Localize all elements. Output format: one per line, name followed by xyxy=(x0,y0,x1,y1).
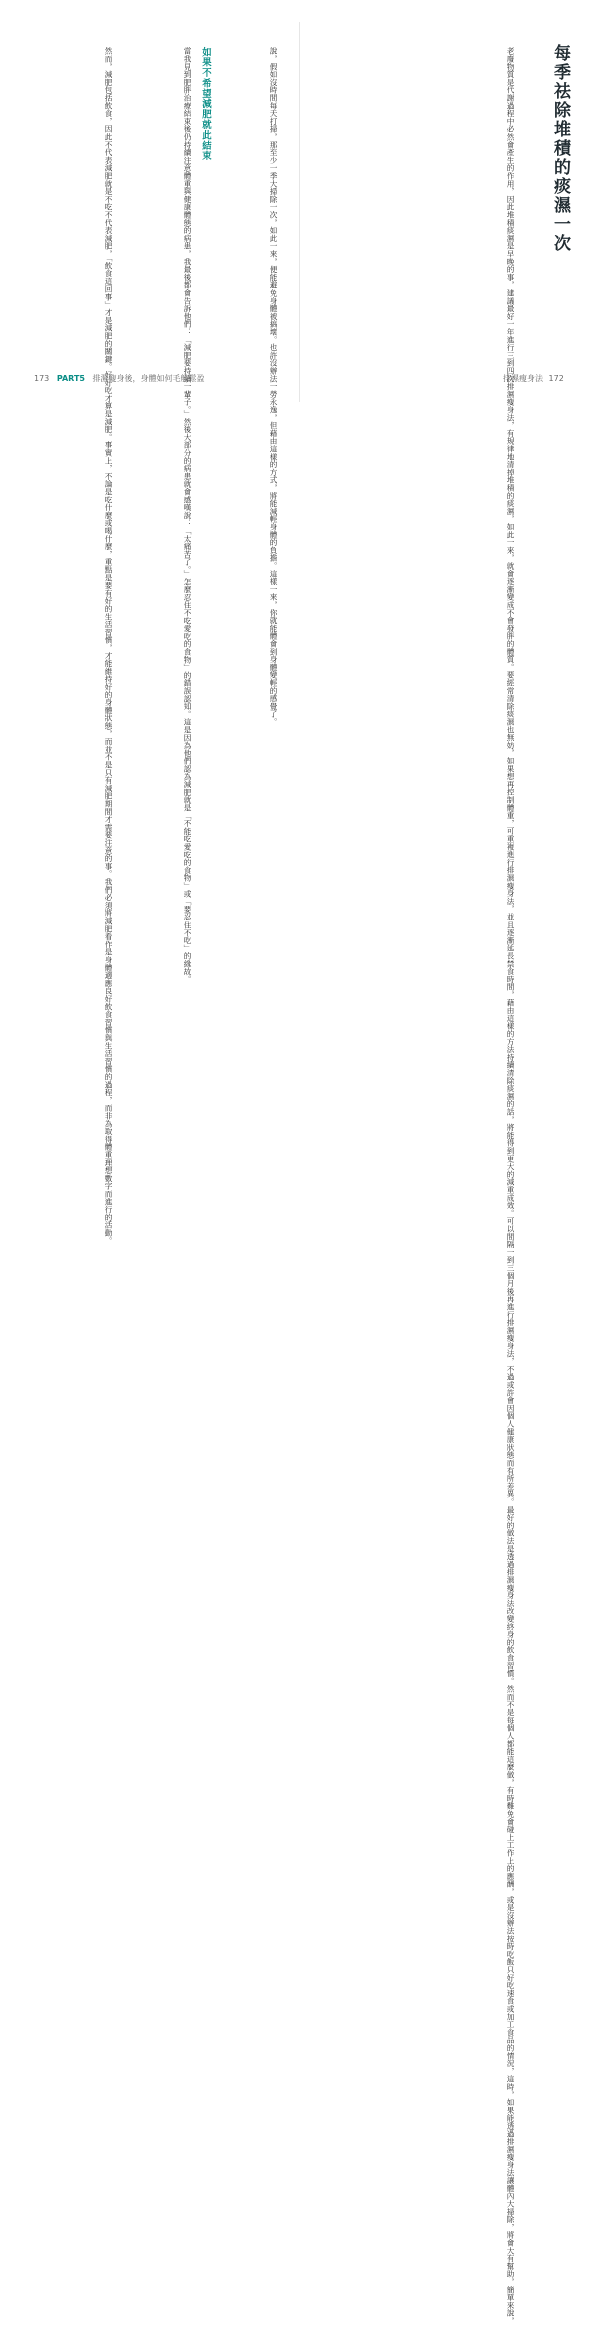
right-page-footer xyxy=(503,373,564,384)
section-subheading: 如果不希望減肥就此結束 xyxy=(200,47,211,162)
left-page-intro: 說，假如沒時間每天打掃，那至少一季大掃除一次，如此一來，便能避免身體被搞壞。也許沒辦法一勞永逸，但藉由這樣的方式，將能減輕身體的負擔。這樣一來，你就能體會到身體變輕的感覺了。 xyxy=(269,47,278,726)
left-page-body-2: 然而，減肥包括飲食，因此不代表減肥就是不吃不代表減肥，「飲食這回事」才是減肥的關鍵。好好吃才算是減肥。事實上，不論是吃什麼或喝什麼，重點是要有好的生活習慣，才能維持好的身體狀態，而並不是只有減肥期間才需要注意的事。我們必須將減肥看作是身體適應良好飲食習慣與生活習慣的過程，而非為取得體重理想數字而進行的活動。 xyxy=(104,47,113,1245)
left-page-body-1: 當我見到肥胖治療結束後仍持續注意體重與健康體態的病患，我最後都會告訴他們：「減肥要持續一輩子。」然後大部分的病患就會感嘆說：「太痛苦了。」怎麼忍住不吃愛吃的食物」的錯誤認知。這是因為他們認為減肥就是「不能吃愛吃的食物」或「要忍住不吃」的緣故。 xyxy=(183,47,192,984)
left-page-number: 173 xyxy=(34,374,50,383)
left-page-footer xyxy=(34,373,205,384)
part-title: 排濕瘦身後，身體如何毛般鬆盈 xyxy=(92,374,205,383)
right-page-number: 172 xyxy=(548,374,564,383)
page-gutter xyxy=(299,22,300,402)
chapter-heading: 每季祛除堆積的痰濕一次 xyxy=(550,44,570,253)
right-footer-label: 排濕瘦身法 xyxy=(503,374,543,383)
part-label: PART5 xyxy=(56,374,85,383)
right-page-body: 老廢物質是代謝過程中必然會產生的作用，因此堆積痰濕是早晚的事，建議最好一年進行三到四次排濕瘦身法，有規律地清掉堆積的痰濕，如此一來，就會逐漸變成不會發胖的體質。要經常清除痰濕也無妨，如果想再控制體重，可重複進行排濕瘦身法，並且逐漸延長禁食時間，藉由這樣的方法持續清除痰濕的話，將能得到更大的減重成效。可以間隔一到三個月後再進行排濕瘦身法，不過或許會因個人健康狀態而有所差異。最好的做法是透過排濕瘦身法改變終身的飲食習慣。然而不是每個人都能這麼做，有時難免會碰上工作上的應酬，或是沒辦法按時吃飯只好吃速食或加工食品的情況，這時，如果能透過排濕瘦身法讓體內大掃除，將會大有幫助，簡單來說， xyxy=(506,47,515,2325)
